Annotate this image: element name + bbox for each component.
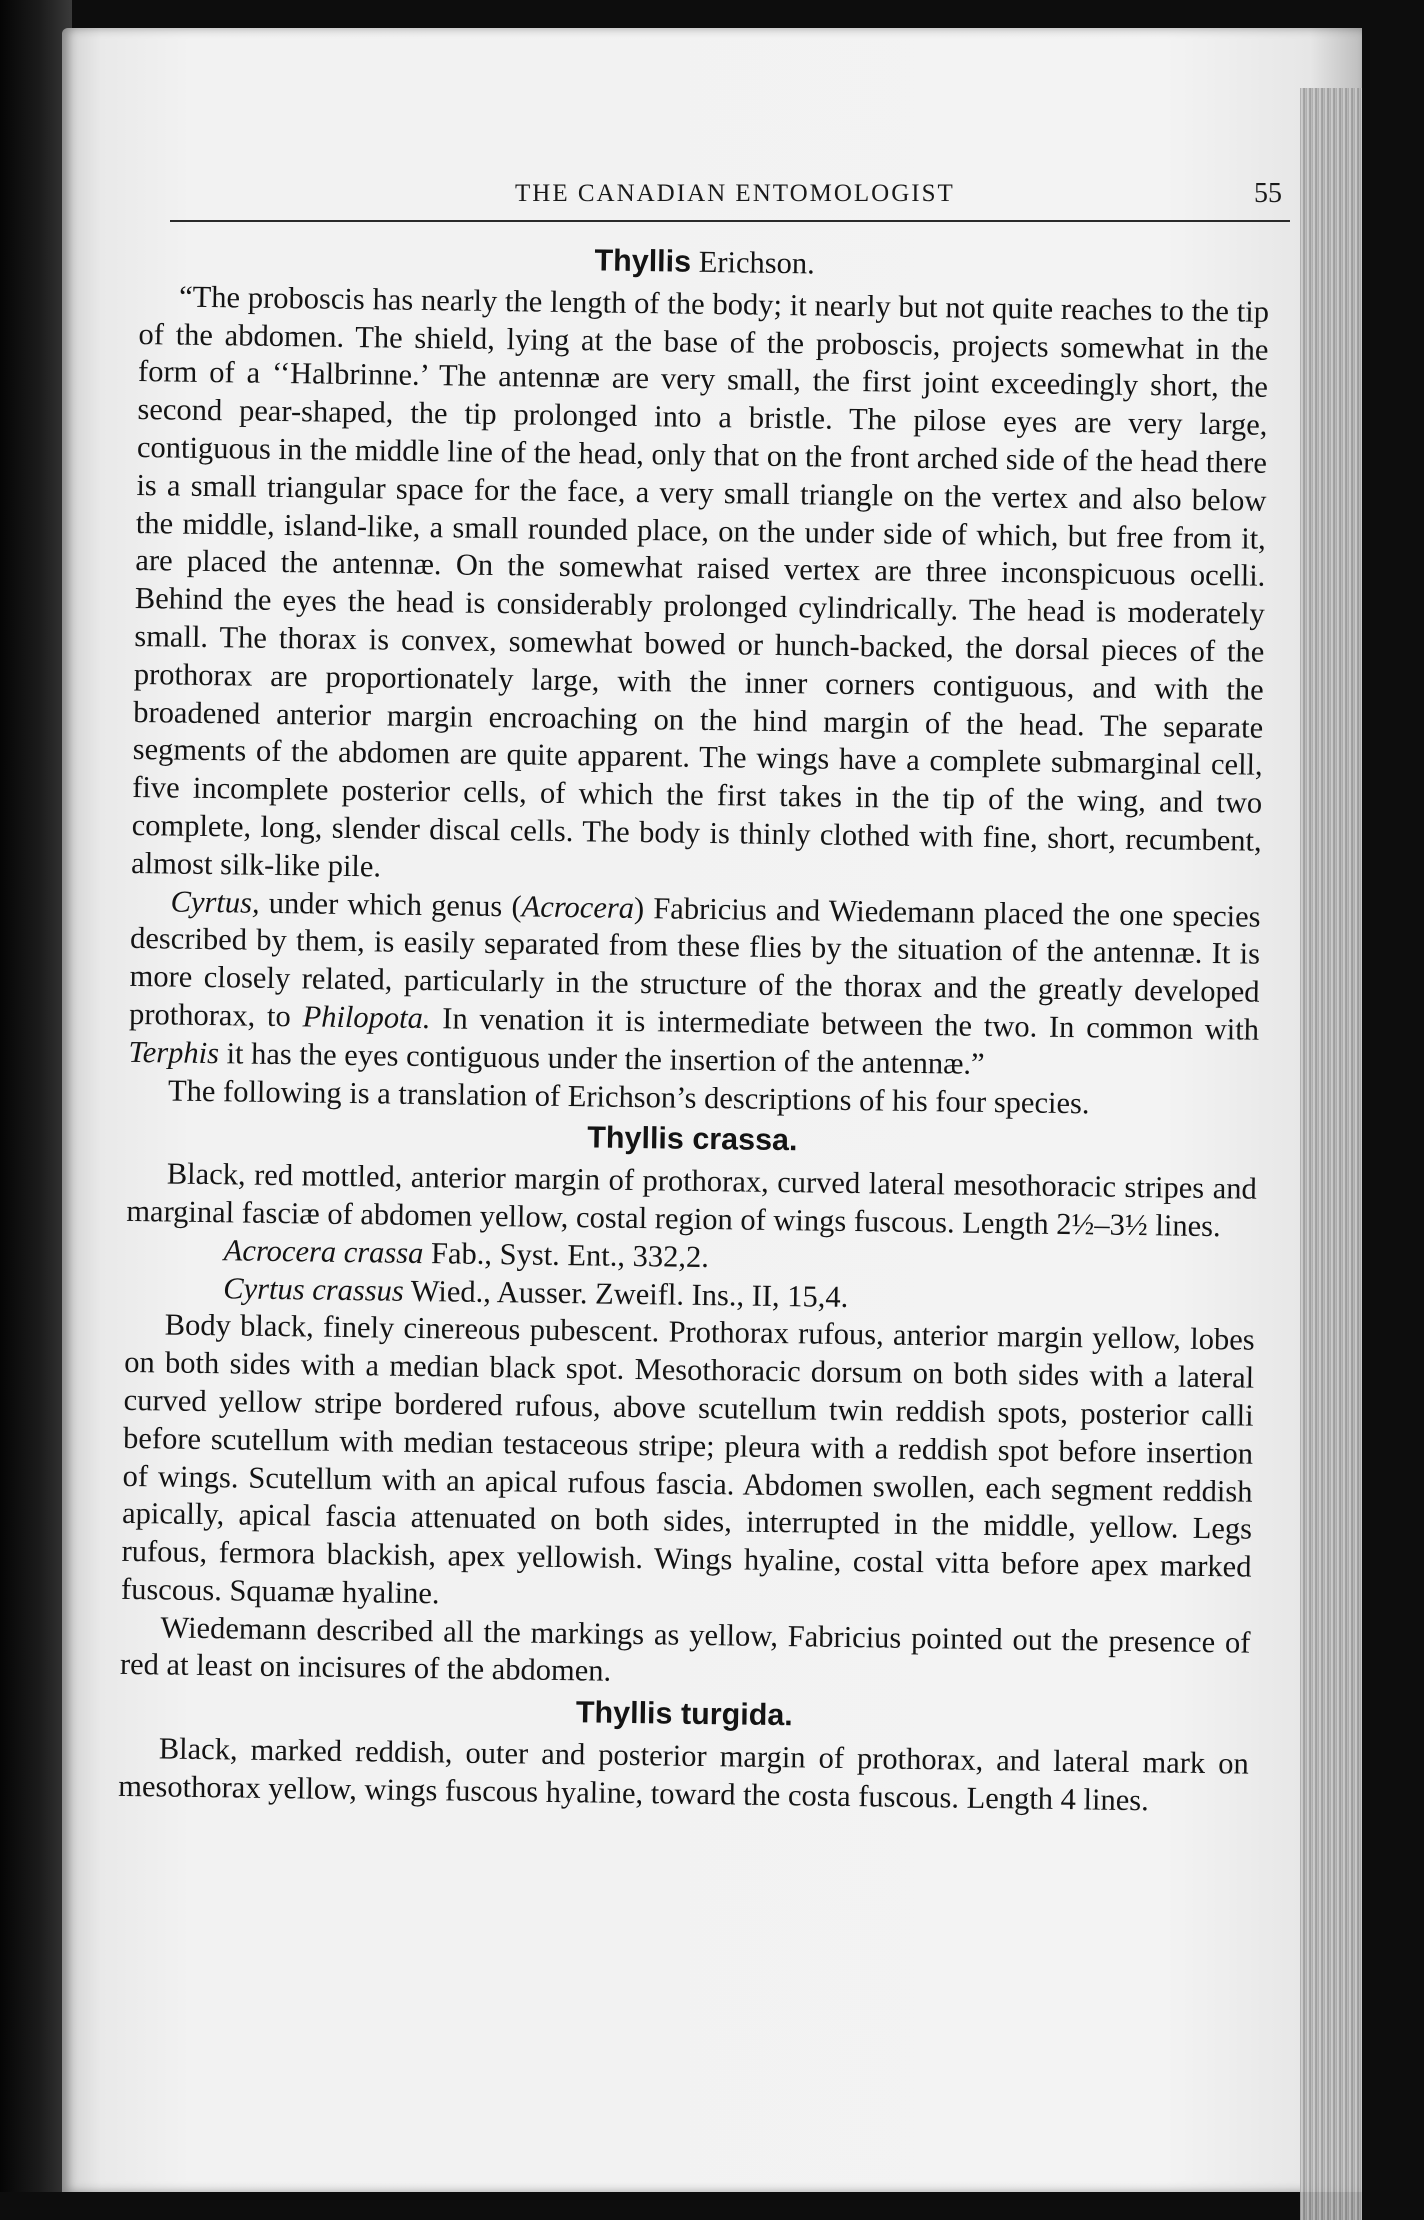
quote-paragraph-1: “The proboscis has nearly the length of the body; it nearly but not quite reaches to the tip of the abdomen. The shield, lying at the base of the proboscis, projects somewhat in the form of a ‘‘Halbrinne.’ The antennæ are very small, the first joint exceedingly short, the second pear-shaped, the tip prolonged into a bristle. The pilose eyes are very large, contiguous in the middle line of the head, only that on the front arched side of the head there is a small triangular space for the face, a very small triangle on the vertex and also below the middle, island-like, a small rounded place, on the under side of which, but free from it, are placed the antennæ. On the somewhat raised vertex are three inconspicuous ocelli. Behind the eyes the head is considerably prolonged cylindrically. The head is moderately small. The thorax is convex, somewhat bowed or hunch-backed, the dorsal pieces of the prothorax are proportionately large, with the inner corners contiguous, and with the broadened anterior margin encroaching on the hind margin of the head. The separate segments of the abdomen are quite apparent. The wings have a complete submarginal cell, five incomplete posterior cells, of which the first takes in the tip of the wing, and two complete, long, slender discal cells. The body is thinly clothed with fine, short, recumbent, almost silk-like pile. <box>130 279 1270 884</box>
italic-philopota: Philopota. <box>302 999 431 1036</box>
synonym-name: Cyrtus crassus <box>223 1270 404 1308</box>
page-body <box>118 232 1270 1821</box>
text-run: it has the eyes contiguous under the insertion of the antennæ.” <box>218 1035 985 1081</box>
text-run: ) Fabricius and Wiedemann placed the one species described by them, is easily separated from these flies by the situation of the antennæ. It is more closely related, particularly in the structure of the thorax and the greatly developed prothorax, to <box>128 890 1261 1034</box>
italic-acrocera: Acrocera <box>521 888 635 925</box>
journal-title: THE CANADIAN ENTOMOLOGIST <box>515 180 955 207</box>
synonym-citation: Wied., Ausser. Zweifl. Ins., II, 15,4. <box>403 1273 849 1314</box>
italic-terphis: Terphis <box>128 1034 220 1070</box>
crassa-diagnosis: Black, red mottled, anterior margin of prothorax, curved lateral mesothoracic stripes and marginal fasciæ of abdomen yellow, costal region of wings fuscous. Length 2½–3½ lines. <box>126 1156 1257 1244</box>
page-edges <box>1300 88 1362 2220</box>
text-run: under which genus ( <box>259 885 522 923</box>
genus-author: Erichson. <box>698 244 816 281</box>
species-heading-turgida: Thyllis turgida. <box>575 1695 794 1733</box>
quote-paragraph-2 <box>128 882 1261 1087</box>
crassa-note: Wiedemann described all the markings as yellow, Fabricius pointed out the presence of red at least on incisures of the abdomen. <box>119 1610 1251 1689</box>
species-heading-crassa: Thyllis crassa. <box>587 1120 798 1158</box>
turgida-diagnosis: Black, marked reddish, outer and posterior margin of prothorax, and lateral mark on mesothorax yellow, wings fuscous hyaline, toward the costa fuscous. Length 4 lines. <box>118 1731 1249 1818</box>
crassa-description: Body black, finely cinereous pubescent. Prothorax rufous, anterior margin yellow, lobes on both sides with a median black spot. Mesothoracic dorsum on both sides with a lateral curved yellow stripe bordered rufous, above scutellum twin reddish spots, posterior calli before scutellum with median testaceous stripe; pleura with a reddish spot before insertion of wings. Scutellum with an apical rufous fascia. Abdomen swollen, each segment reddish apically, apical fascia attenuated on both sides, interrupted in the middle, yellow. Legs rufous, fermora blackish, apex yellowish. Wings hyaline, costal vitta before apex marked fuscous. Squamæ hyaline. <box>120 1307 1255 1611</box>
synonym-name: Acrocera crassa <box>223 1232 424 1270</box>
text-run: In venation it is intermediate between the two. In common with <box>430 1001 1260 1047</box>
page-number: 55 <box>1254 178 1282 209</box>
genus-name: Thyllis <box>594 243 692 279</box>
intro-paragraph: The following is a translation of Erichson’s descriptions of his four species. <box>167 1073 1090 1120</box>
synonym-citation: Fab., Syst. Ent., 332,2. <box>423 1235 710 1274</box>
italic-cyrtus: Cyrtus, <box>170 884 260 920</box>
running-head <box>170 178 1290 222</box>
